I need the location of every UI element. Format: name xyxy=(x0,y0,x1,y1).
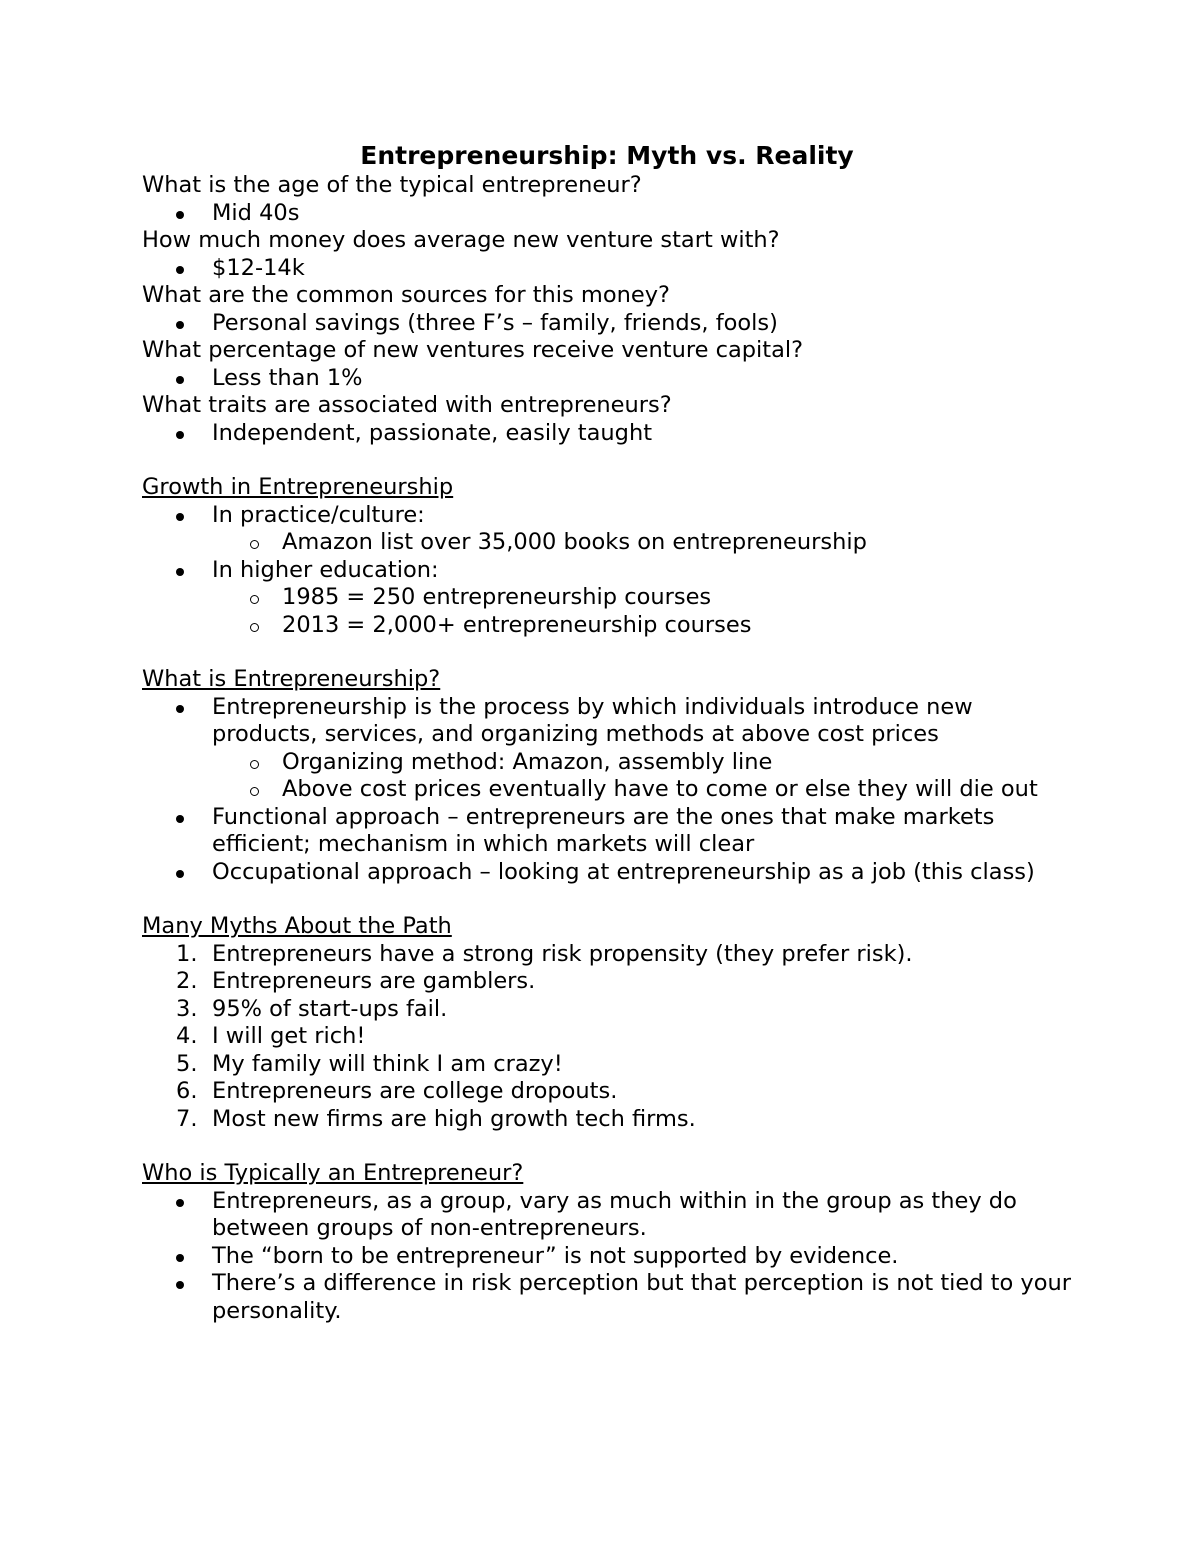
bullet-icon xyxy=(176,705,184,713)
bullet-icon xyxy=(176,513,184,521)
question: What traits are associated with entrepreneurs? xyxy=(142,392,672,418)
question: How much money does average new venture start with? xyxy=(142,227,780,253)
section-heading: Who is Typically an Entrepreneur? xyxy=(142,1160,524,1186)
bullet-icon xyxy=(176,1199,184,1207)
item-number: 4. xyxy=(176,1023,198,1049)
sub-list-item: Above cost prices eventually have to come or else they will die out xyxy=(142,776,1072,804)
list-item: Occupational approach – looking at entrepreneurship as a job (this class) xyxy=(142,859,1072,887)
numbered-item: 7. Most new firms are high growth tech firms. xyxy=(176,1105,696,1132)
question: What is the age of the typical entrepreneur? xyxy=(142,172,642,198)
question: What are the common sources for this money? xyxy=(142,282,670,308)
question: What percentage of new ventures receive venture capital? xyxy=(142,337,804,363)
document-title: Entrepreneurship: Myth vs. Reality xyxy=(360,141,854,170)
item-number: 1. xyxy=(176,940,198,967)
sub-list-item: 1985 = 250 entrepreneurship courses xyxy=(142,584,1072,612)
item-number: 5. xyxy=(176,1050,198,1077)
bullet-icon xyxy=(176,266,184,274)
bullet-icon xyxy=(176,211,184,219)
growth-section xyxy=(142,474,1072,639)
circle-bullet-icon xyxy=(250,623,259,632)
circle-bullet-icon xyxy=(250,595,259,604)
list-item: In practice/culture: xyxy=(142,502,1072,530)
list-item: Functional approach – entrepreneurs are the ones that make markets efficient; mechanism in which markets will clear xyxy=(142,804,1072,859)
document-page xyxy=(142,140,1072,1325)
sub-list-item: Amazon list over 35,000 books on entrepreneurship xyxy=(142,529,1072,557)
bullet-icon xyxy=(176,431,184,439)
bullet-icon xyxy=(176,376,184,384)
section-heading: Many Myths About the Path xyxy=(142,913,452,939)
item-number: 2. xyxy=(176,968,198,994)
myths-section xyxy=(142,913,1072,1133)
list-item: The “born to be entrepreneur” is not supported by evidence. xyxy=(142,1243,1072,1271)
list-item: There’s a difference in risk perception but that perception is not tied to your personality. xyxy=(142,1270,1072,1325)
definition-section xyxy=(142,666,1072,886)
numbered-item: 2. Entrepreneurs are gamblers. xyxy=(176,968,536,994)
numbered-item: 5. My family will think I am crazy! xyxy=(176,1050,563,1077)
answer-item: Mid 40s xyxy=(142,200,1072,228)
bullet-icon xyxy=(176,815,184,823)
sub-list-item: Organizing method: Amazon, assembly line xyxy=(142,749,1072,777)
section-heading: What is Entrepreneurship? xyxy=(142,666,441,692)
numbered-item: 4. I will get rich! xyxy=(176,1023,366,1049)
circle-bullet-icon xyxy=(250,760,259,769)
bullet-icon xyxy=(176,1281,184,1289)
answer-item: Independent, passionate, easily taught xyxy=(142,420,1072,448)
numbered-item: 1. Entrepreneurs have a strong risk propensity (they prefer risk). xyxy=(176,940,913,967)
bullet-icon xyxy=(176,568,184,576)
numbered-item: 6. Entrepreneurs are college dropouts. xyxy=(176,1078,618,1104)
answer-item: Personal savings (three F’s – family, friends, fools) xyxy=(142,310,1072,338)
sub-list-item: 2013 = 2,000+ entrepreneurship courses xyxy=(142,612,1072,640)
section-heading: Growth in Entrepreneurship xyxy=(142,474,454,500)
list-item: Entrepreneurs, as a group, vary as much within in the group as they do between groups of non-entrepreneurs. xyxy=(142,1188,1072,1243)
circle-bullet-icon xyxy=(250,540,259,549)
answer-item: $12-14k xyxy=(142,255,1072,283)
bullet-icon xyxy=(176,321,184,329)
list-item: Entrepreneurship is the process by which individuals introduce new products, services, and organizing methods at above cost prices xyxy=(142,694,1072,749)
bullet-icon xyxy=(176,1254,184,1262)
qa-section xyxy=(142,172,1072,447)
item-number: 6. xyxy=(176,1078,198,1104)
who-section xyxy=(142,1160,1072,1325)
circle-bullet-icon xyxy=(250,787,259,796)
numbered-item: 3. 95% of start-ups fail. xyxy=(176,995,448,1022)
answer-item: Less than 1% xyxy=(142,365,1072,393)
item-number: 7. xyxy=(176,1105,198,1132)
bullet-icon xyxy=(176,870,184,878)
list-item: In higher education: xyxy=(142,557,1072,585)
item-number: 3. xyxy=(176,995,198,1022)
